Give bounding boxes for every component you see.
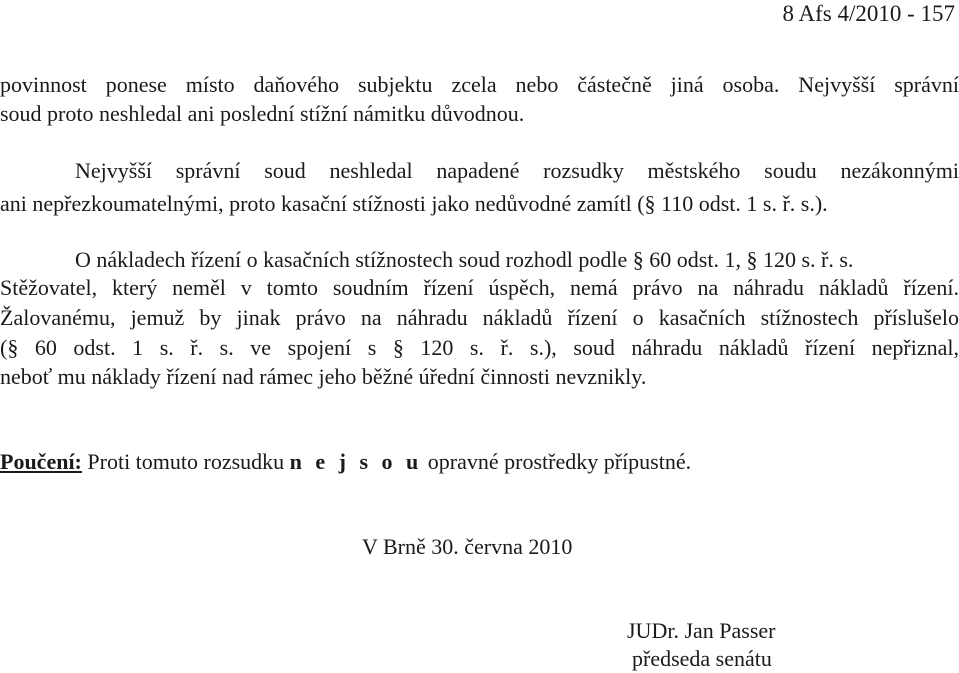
instruction-text-after: opravné prostředky přípustné. <box>422 449 692 474</box>
instruction-label: Poučení: <box>0 449 82 474</box>
section-sign: § <box>632 247 644 272</box>
paragraph-3-line-3: Žalovanému, jemuž by jinak právo na náhradu nákladů řízení o kasačních stížnostech příslušelo <box>0 305 959 330</box>
paragraph-2-text: ani nepřezkoumatelnými, proto kasační stížnosti jako nedůvodné zamítl ( <box>0 191 645 216</box>
section-sign: § <box>746 247 758 272</box>
paragraph-2-line-1: Nejvyšší správní soud neshledal napadené rozsudky městského soudu nezákonnými <box>75 158 959 183</box>
costs-intro: O nákladech řízení o kasačních stížnostech soud rozhodl podle <box>75 247 633 272</box>
paren-open: ( <box>0 335 8 360</box>
dateline: V Brně 30. června 2010 <box>362 534 573 559</box>
section-sign: § <box>644 191 656 216</box>
costs-citation-3: 60 odst. 1 s. ř. s. ve spojení s <box>18 335 393 360</box>
paragraph-2-citation: 110 odst. 1 s. ř. s.). <box>655 191 828 216</box>
paragraph-1-line-1: povinnost ponese místo daňového subjektu zcela nebo částečně jiná osoba. Nejvyšší správní <box>0 72 959 97</box>
case-number: 8 Afs 4/2010 - 157 <box>782 1 955 26</box>
paragraph-3-line-5: neboť mu náklady řízení nad rámec jeho běžné úřední činnosti nevznikly. <box>0 364 647 389</box>
paragraph-3-line-2: Stěžovatel, který neměl v tomto soudním řízení úspěch, nemá právo na náhradu nákladů řízení. <box>0 275 959 300</box>
signature-role: předseda senátu <box>632 646 772 671</box>
paragraph-3-line-1 <box>75 246 853 274</box>
section-sign: § <box>7 335 19 360</box>
costs-citation-2: 120 s. ř. s. <box>757 247 854 272</box>
section-sign: § <box>392 335 404 360</box>
paragraph-3-line-4 <box>0 334 959 362</box>
signature-name: JUDr. Jan Passer <box>627 618 776 643</box>
instruction-line <box>0 448 691 476</box>
costs-citation-1: 60 odst. 1, <box>643 247 747 272</box>
paragraph-1-line-2: soud proto neshledal ani poslední stížní námitku důvodnou. <box>0 101 525 126</box>
instruction-emphasis: n e j s o u <box>289 449 423 474</box>
instruction-text-before: Proti tomuto rozsudku <box>81 449 290 474</box>
costs-decision: 120 s. ř. s.), soud náhradu nákladů řízení nepřiznal, <box>403 335 959 360</box>
paragraph-2-line-2 <box>0 190 828 218</box>
